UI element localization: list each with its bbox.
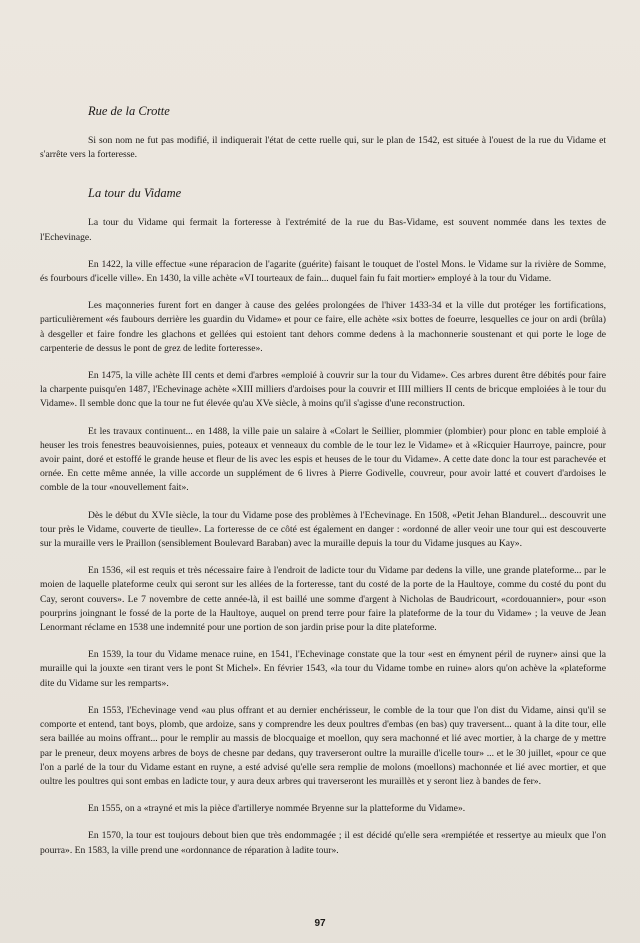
paragraph: En 1553, l'Echevinage vend «au plus offrant et au dernier enchérisseur, le comble de la tour que l'on dist du Vidame, ainsi qu'il se comporte et entend, tant boys, plomb, que ardoize, sans y comprendre les deux poultres d'embas (en bas) quy traversent... quant à la dite tour, elle sera baillée au moins offrant... pour le remplir au massis de blocquaige et moellon, quy sera machonné et lié avec mortier, à la charge de y mettre par le preneur, deux moyens arbres de boys de chesne par dedans, quy traverseront oultre la muraille d'icelle tour» ... et le 30 juillet, «pour ce que l'on a parlé de la tour du Vidame estant en ruyne, a esté advisé qu'elle sera remplie de molons (moellons) machonnée et lié avec mortier, et que oultre les poultres qui sont embas en ladicte tour, y aura deux arbres qui traverseront les muraillès et y seront liez à bandes de fer». bbox=[40, 704, 606, 787]
section-heading: Rue de la Crotte bbox=[88, 104, 170, 118]
paragraph: En 1555, on a «trayné et mis la pièce d'artillerye nommée Bryenne sur la platteforme du Vidame». bbox=[88, 803, 466, 815]
paragraph: En 1475, la ville achète III cents et demi d'arbres «emploié à couvrir sur la tour du Vidame». Ces arbres durent être débités pour faire la charpente puisqu'en 1487, l'Echevinage achète «XIII milliers d'ardoises pour la couvrir et IIII milliers II cents de bricque emploiées à le tour du Vidame». Il semble donc que la tour ne fut élevée qu'au XVe siècle, à moins qu'il s'agisse d'une reconstruction. bbox=[40, 370, 606, 410]
paragraph: Et les travaux continuent... en 1488, la ville paie un salaire à «Colart le Seillier, plommier (plombier) pour plonc en table emploié à heuser les trois fenestres beauvoisiennes, puies, poteaux et venneaux du comble de le tour lez le Vidame» et à «Ricquier Haurroye, paincre, pour avoir paint, doré et estoffé le grande heuse et fleur de lis avec les espis et heuses de le tour du Vidame». A cette date donc la tour est parachevée et ornée. En cette même année, la ville accorde un supplément de 6 livres à Pierre Godivelle, couvreur, pour avoir latté et couvert d'ardoises le comble de la tour «nouvellement fait». bbox=[40, 425, 606, 494]
paragraph: En 1422, la ville effectue «une réparacion de l'agarite (guérite) faisant le touquet de l'ostel Mons. le Vidame sur la rivière de Somme, és fourbours d'icelle ville». En 1430, la ville achète «VI tourteaux de fain... duquel fain fu fait mortier» employé à la tour du Vidame. bbox=[40, 258, 606, 285]
paragraph: Les maçonneries furent fort en danger à cause des gelées prolongées de l'hiver 1433-34 et la ville dut protéger les fortifications, particulièrement «és faubours derrière les guardin du Vidame» et pour ce faire, elle achète «six bottes de foeurre, lesquelles ce jour on ardi (brûla) à desgeller et faire fondre les glachons et gellées qui estoient tant dehors comme dedens à la machonnerie soustenant et qui porte le loge de carpenterie de dessus le pont de grez de ledite forteresse». bbox=[40, 300, 606, 354]
paragraph: Si son nom ne fut pas modifié, il indiquerait l'état de cette ruelle qui, sur le plan de 1542, est située à l'ouest de la rue du Vidame et s'arrête vers la forteresse. bbox=[40, 135, 606, 161]
page-number: 97 bbox=[314, 918, 326, 929]
paragraph: En 1536, «il est requis et très nécessaire faire à l'endroit de ladicte tour du Vidame par dedens la ville, une grande plateforme... par le moien de laquelle plateforme ceulx qui seront sur les allées de la forteresse, tant du costé de la porte de la Haultoye, comme du costé du pont du Cay, seront couvers». Le 7 novembre de cette année-là, il est baillé une somme d'argent à Nicholas de Baudricourt, «cordouannier», pour «son pourprins joingnant le fossé de la porte de la Haultoye, auquel on prend terre pour faire la plateforme de la tour du Vidame» ; la veuve de Jean Lenormant réclame en 1538 une indemnité pour une portion de son jardin prise pour la dite plateforme. bbox=[40, 565, 606, 634]
paragraph: La tour du Vidame qui fermait la forteresse à l'extrémité de la rue du Bas-Vidame, est souvent nommée dans les textes de l'Echevinage. bbox=[40, 217, 606, 243]
paragraph: Dès le début du XVIe siècle, la tour du Vidame pose des problèmes à l'Echevinage. En 1508, «Petit Jehan Blandurel... descouvrit une tour près le Vidame, couverte de tieulle». La forteresse de ce côté est également en danger : «ordonné de aller veoir une tour qui est descouverte sur la muraille vers le Praillon (sensiblement Boulevard Baraban) avec la muraille depuis la tour du Vidame jusques au Kay». bbox=[40, 509, 606, 550]
section-tour-du-vidame bbox=[40, 186, 606, 857]
paragraph: En 1539, la tour du Vidame menace ruine, en 1541, l'Echevinage constate que la tour «est en émynent péril de ruyner» ainsi que la muraille qui la jouxte «en tirant vers le pont St Michel». En février 1543, «la tour du Vidame tombe en ruine» alors qu'on achève la «plateforme dite du Vidame sur les remparts». bbox=[40, 649, 606, 689]
section-rue-de-la-crotte bbox=[40, 104, 606, 162]
section-heading: La tour du Vidame bbox=[88, 186, 182, 201]
paragraph: En 1570, la tour est toujours debout bien que très endommagée ; il est décidé qu'elle sera «rempiétée et ressertye au mieulx que l'on pourra». En 1583, la ville prend une «ordonnance de réparation à ladite tour». bbox=[40, 830, 606, 856]
